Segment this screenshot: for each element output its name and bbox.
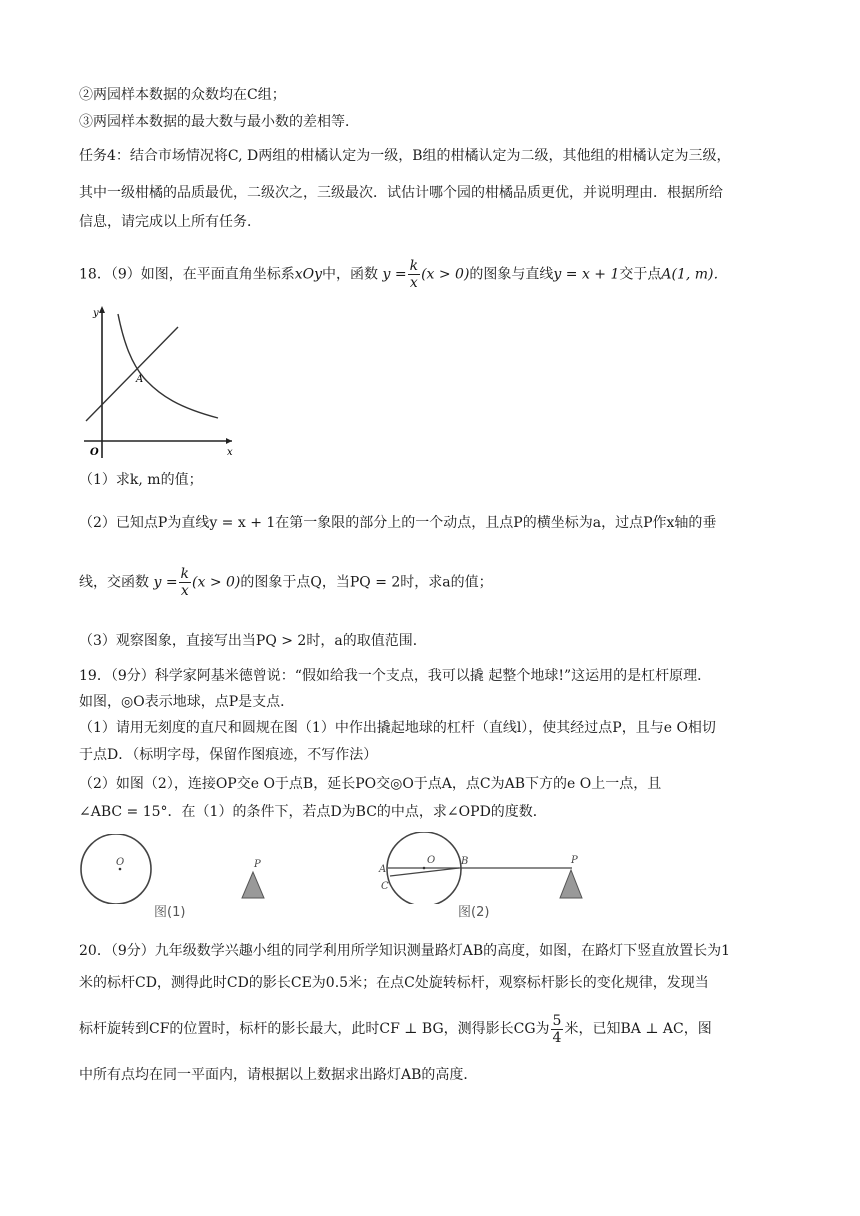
q18-part1: （1）求k, m的值； [79,472,203,488]
y-axis-label: y [93,308,99,319]
q20-frac-den: 4 [552,1029,562,1046]
q17-task4-line3: 信息，请完成以上所有任务． [79,214,261,230]
q17-item-2: ②两园样本数据的众数均在C组； [79,87,286,103]
q18-func-den: x [409,275,418,291]
q18-stem-e: 交于点 [619,266,662,283]
q20-line4: 中所有点均在同一平面内，请根据以上数据求出路灯AB的高度． [79,1067,478,1083]
center-o2-dot [423,867,426,870]
q20-line3b: 米，已知BA ⊥ AC，图 [564,1021,712,1037]
q18-stem-d: 的图象与直线 [469,266,554,283]
q19-line3: （1）请用无刻度的直尺和圆规在图（1）中作出撬起地球的杠杆（直线l），使其经过点P，且与e O相切 [79,720,716,736]
q18-stem-c: 中，函数 [322,266,379,283]
fig2-caption: 图(2) [458,905,490,920]
line-c-b [390,868,459,876]
origin-label: O [90,447,99,458]
q20-line3 [79,1012,712,1046]
q18-part2-l2b: 的图象于点Q，当PQ = 2时，求a的值； [240,574,493,591]
q19-line2: 如图，◎O表示地球，点P是支点． [79,694,295,710]
q18-part2-l2a: 线，交函数 [79,574,149,591]
c-label: C [381,881,389,892]
fulcrum-triangle [242,872,264,898]
q18-stem-a: 18．（9）如图，在平面直角坐标系 [79,266,295,283]
q18-stem: 18．（9）如图，在平面直角坐标系xOy中，函数 y = $\frac{k}{x}$ (x > 0)的图象与直线y = x + 1交于点A(1, m)． [79,258,728,291]
center-o-label: O [116,857,125,868]
q18-part2-cond: (x > 0) [192,574,241,591]
q18-part2-line2: 线，交函数 y = $\frac{k}{x}$ (x > 0)的图象于点Q，当PQ = 2时，求a的值； [79,566,493,599]
q17-task4-line1: 任务4：结合市场情况将C, D两组的柑橘认定为一级，B组的柑橘认定为二级，其他组的柑橘认定为三级， [79,148,731,164]
q20-frac-num: 5 [552,1012,562,1029]
q18-part2-fraction [179,566,191,599]
q18-graph [80,300,240,460]
x-axis-arrow [226,438,232,444]
q19-line5: （2）如图（2），连接OP交e O于点B，延长PO交◎O于点A，点C为AB下方的e O上一点，且 [79,776,662,792]
q19-line4: 于点D．（标明字母，保留作图痕迹，不写作法） [79,747,378,763]
q18-part2-frac-den: x [180,583,189,599]
q19-line6: ∠ABC = 15°．在（1）的条件下，若点D为BC的中点，求∠OPD的度数． [79,804,547,820]
fulcrum-triangle-2 [560,870,582,898]
q20-line3a: 标杆旋转到CF的位置时，标杆的影长最大，此时CF ⊥ BG，测得影长CG为 [79,1021,550,1037]
fig1-caption: 图(1) [154,905,186,920]
q18-func-cond: (x > 0) [421,266,470,283]
q18-part2-line1: （2）已知点P为直线y = x + 1在第一象限的部分上的一个动点，且点P的横坐标为a，过点P作x轴的垂 [79,515,717,531]
a-label: A [379,864,387,875]
q17-task4-line2: 其中一级柑橘的品质最优，二级次之，三级最次．试估计哪个园的柑橘品质更优，并说明理由．根据所给 [79,185,723,201]
q19-figure-1 [76,834,296,904]
q18-stem-xoy: xOy [294,266,323,283]
b-label: B [461,856,469,867]
center-o-dot [119,868,122,871]
q18-func-fraction [408,258,420,291]
q20-fraction [551,1013,564,1046]
hyperbola-graph [118,314,218,418]
q20-line1: 20．（9分）九年级数学兴趣小组的同学利用所学知识测量路灯AB的高度，如图，在路灯下竖直放置长为1 [79,943,731,959]
q18-point-a: A(1, m)． [661,266,728,283]
q20-line2: 米的标杆CD，测得此时CD的影长CE为0.5米；在点C处旋转标杆，观察标杆影长的变化规律，发现当 [79,975,709,991]
q18-part2-frac-num: k [180,566,190,582]
q19-line1: 19．（9分）科学家阿基米德曾说：“假如给我一个支点，我可以撬 起整个地球!”这运用的是杠杆原理． [79,668,712,684]
x-axis-label: x [227,447,233,458]
q18-part3: （3）观察图象，直接写出当PQ > 2时，a的取值范围． [79,633,427,649]
earth-circle [81,834,151,904]
o2-label: O [427,855,436,866]
fulcrum-p-label: P [254,859,261,870]
q18-line-eq: y = x + 1 [553,266,620,283]
q19-figure-2 [375,832,595,904]
y-axis-arrow [99,306,105,313]
q17-item-3: ③两园样本数据的最大数与最小数的差相等． [79,114,359,130]
p2-label: P [571,855,578,866]
line-graph [86,327,178,421]
q18-func-num: k [409,258,419,274]
point-a-label: A [136,374,144,385]
